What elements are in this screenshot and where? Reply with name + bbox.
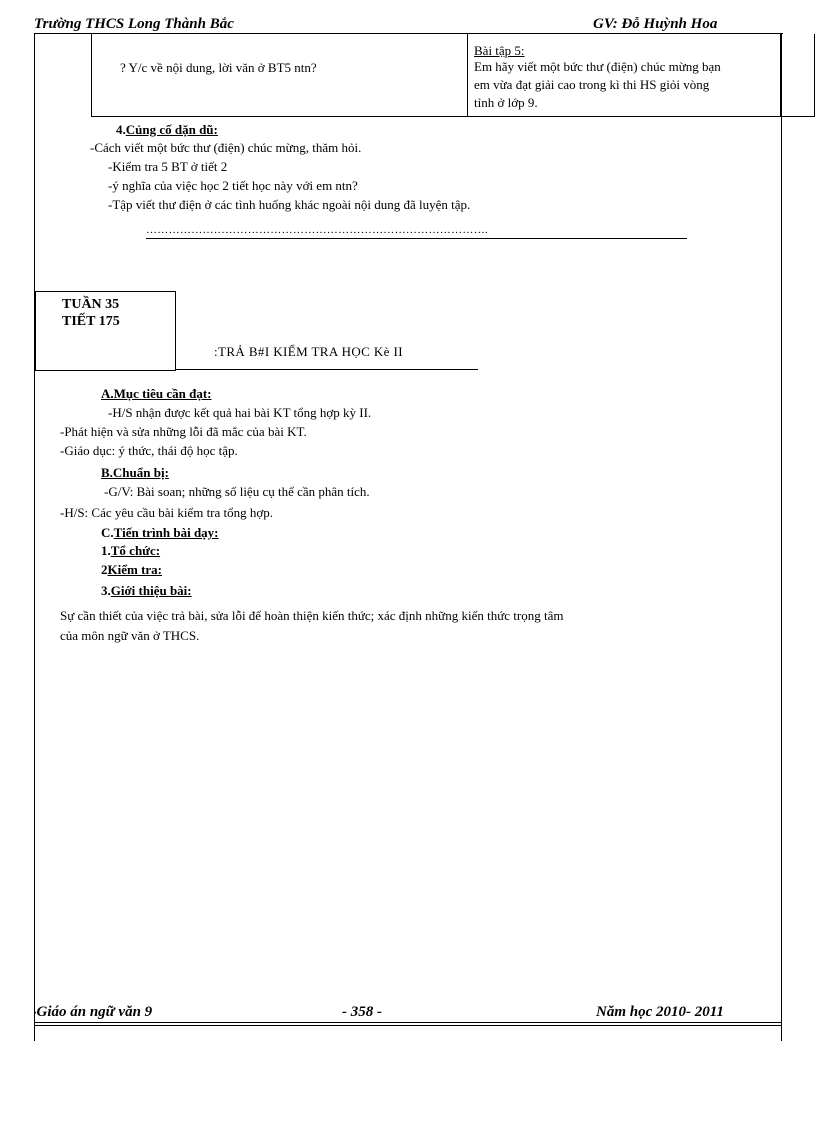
preparation-line: -G/V: Bài soan; những số liệu cụ thể cần phân tích. (104, 484, 370, 499)
objectives-line: -Giáo dục: ý thức, thái độ học tập. (60, 443, 238, 458)
lesson-week: TUẦN 35 (62, 297, 120, 312)
table-exercise-title: Bài tập 5: (474, 43, 525, 58)
table-exercise-line: em vừa đạt giải cao trong kì thi HS giỏi vòng (474, 77, 710, 92)
preparation-heading: B.Chuẩn bị: (101, 465, 169, 480)
consolidation-heading-text: Củng cố dặn dũ: (125, 122, 218, 137)
procedure-item-2-num: 2 (101, 562, 108, 577)
footer-rule-bottom (34, 1025, 782, 1026)
header-teacher: GV: Đỗ Huỳnh Hoa (593, 16, 718, 32)
header-school: Trường THCS Long Thành Bắc (34, 16, 234, 32)
procedure-item-2 (101, 562, 162, 578)
procedure-item-1-num: 1. (101, 543, 111, 558)
footer-dot: · (34, 1008, 37, 1019)
table-exercise-line: tỉnh ở lớp 9. (474, 95, 538, 110)
procedure-item-3 (101, 583, 192, 599)
lesson-title-rule (175, 369, 478, 370)
procedure-intro-line: Sự cần thiết của việc trả bài, sửa lỗi để hoàn thiện kiến thức; xác định những kiến thức trọng tâm (60, 608, 564, 623)
procedure-item-3-num: 3. (101, 583, 111, 598)
footer-book-text: Giáo án ngữ văn 9 (36, 1004, 153, 1020)
consolidation-heading-num: 4. (116, 122, 126, 137)
footer-rule-top (34, 1022, 782, 1023)
consolidation-line: -Kiểm tra 5 BT ở tiết 2 (108, 159, 228, 174)
table-right-border (780, 34, 781, 117)
procedure-heading (101, 525, 219, 541)
objectives-heading: A.Mục tiêu cần đạt: (101, 386, 212, 401)
procedure-item-1-text: Tổ chức: (110, 543, 161, 558)
objectives-line: -Phát hiện và sửa những lỗi đã mắc của bài KT. (60, 424, 307, 439)
consolidation-line: -ý nghĩa của việc học 2 tiết học này với em ntn? (108, 178, 358, 193)
table-divider (467, 34, 468, 117)
lesson-title: :TRẢ B#I KIỂM TRA HỌC Kè II (214, 344, 403, 359)
table-exercise-line: Em hãy viết một bức thư (điện) chúc mừng bạn (474, 59, 721, 74)
procedure-item-2-text: Kiểm tra: (107, 562, 163, 577)
procedure-item-1 (101, 543, 160, 559)
lesson-box-left-edge (34, 291, 36, 370)
footer-page: - 358 - (342, 1004, 382, 1020)
procedure-heading-prefix: C. (101, 525, 114, 540)
table-question: ? Y/c về nội dung, lời văn ở BT5 ntn? (120, 60, 317, 75)
preparation-line: -H/S: Các yêu cầu bài kiểm tra tổng hợp. (60, 505, 274, 520)
consolidation-heading (116, 122, 218, 138)
procedure-heading-text: Tiến trình bài dạy: (113, 525, 219, 540)
footer-year: Năm học 2010- 2011 (596, 1004, 724, 1020)
consolidation-line: -Cách viết một bức thư (điện) chúc mừng, thăm hỏi. (90, 140, 362, 155)
lesson-period: TIẾT 175 (62, 314, 120, 329)
dotted-separator: ………………………………………………………………………………. (146, 224, 489, 236)
procedure-item-3-text: Giới thiệu bài: (110, 583, 192, 598)
footer-book (34, 1004, 152, 1021)
separator-underline (146, 238, 687, 239)
consolidation-line: -Tập viết thư điện ở các tình huống khác ngoài nội dung đã luyện tập. (108, 197, 471, 212)
procedure-intro-line: của môn ngữ văn ở THCS. (60, 628, 200, 643)
objectives-line: -H/S nhận được kết quả hai bài KT tổng hợp kỳ II. (108, 405, 372, 420)
